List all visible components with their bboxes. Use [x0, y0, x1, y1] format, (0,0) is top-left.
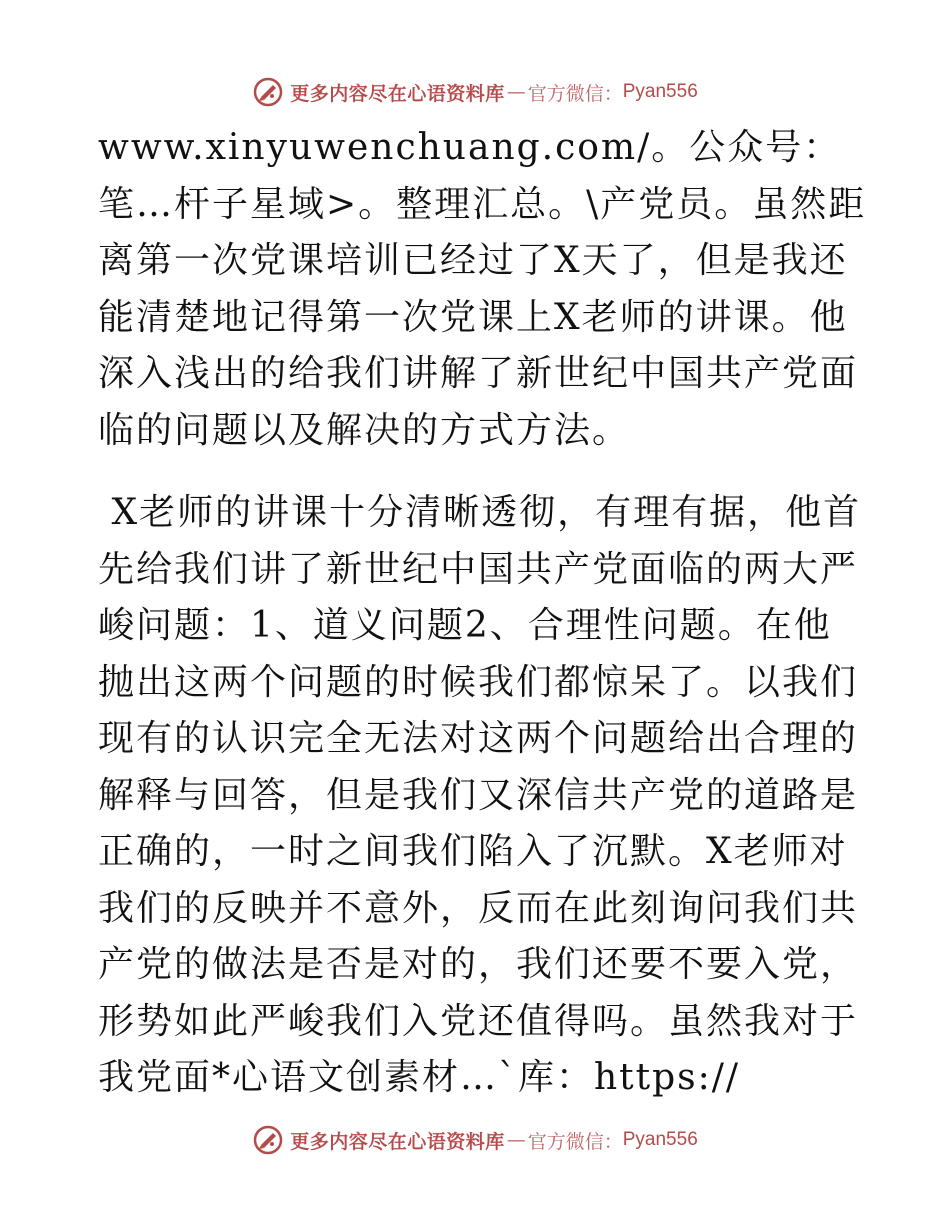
banner-main-text: 更多内容尽在心语资料库	[290, 82, 505, 105]
brand-logo-icon	[252, 76, 284, 108]
banner-handle: Pyan556	[622, 1129, 698, 1150]
header-banner	[0, 72, 950, 112]
banner-dash: —	[506, 81, 526, 103]
brand-logo-icon	[252, 1124, 284, 1156]
paragraph-1: www.xinyuwenchuang.com/。公众号：笔…杆子星域>。整理汇总。\产党员。虽然距离第一次党课培训已经过了X天了，但是我还能清楚地记得第一次党课上X老师的讲课。他深入浅出的给我们讲解了新世纪中国共产党面临的问题以及解决的方式方法。	[98, 127, 867, 451]
footer-banner	[0, 1120, 950, 1160]
banner-official-label: 官方微信：	[527, 82, 623, 105]
banner-handle: Pyan556	[622, 81, 698, 102]
banner-main-text: 更多内容尽在心语资料库	[290, 1130, 505, 1153]
paragraph-2: X老师的讲课十分清晰透彻，有理有据，他首先给我们讲了新世纪中国共产党面临的两大严峻问题：1、道义问题2、合理性问题。在他抛出这两个问题的时候我们都惊呆了。以我们现有的认识完全无法对这两个问题给出合理的解释与回答，但是我们又深信共产党的道路是正确的，一时之间我们陷入了沉默。X老师对我们的反映并不意外，反而在此刻询问我们共产党的做法是否是对的，我们还要不要入党，形势如此严峻我们入党还值得吗。虽然我对于我党面*心语文创素材…`库：https://	[98, 492, 862, 1098]
banner-dash: —	[506, 1129, 526, 1151]
document-body	[98, 120, 868, 1107]
banner-official-label: 官方微信：	[527, 1130, 623, 1153]
